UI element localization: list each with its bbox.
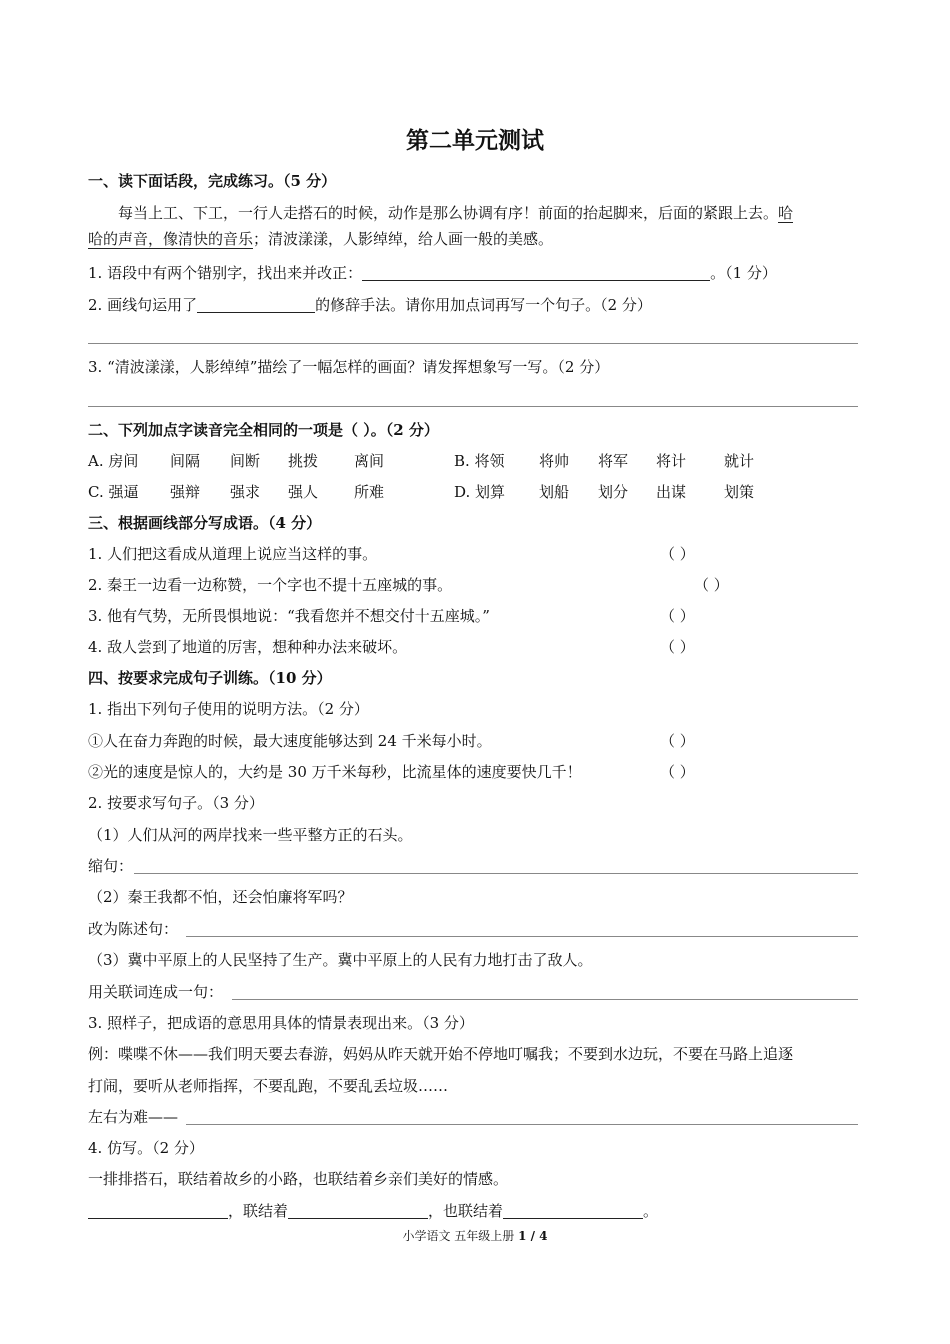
answer-blank[interactable] xyxy=(288,1202,428,1219)
question-1-1 xyxy=(88,263,777,283)
question-4-1: 1. 指出下列句子使用的说明方法。（2 分） xyxy=(88,700,369,718)
choice-word: 强人 xyxy=(288,483,319,501)
choice-word: 将帅 xyxy=(539,452,570,470)
statement-label: 改为陈述句： xyxy=(88,920,179,938)
question-1-1-score: 。（1 分） xyxy=(710,264,777,282)
question-4-1-item-1: ①人在奋力奔跑的时候，最大速度能够达到 24 千米每小时。 xyxy=(88,732,492,750)
imitation-text-a: ，联结着 xyxy=(228,1202,289,1220)
choice-word: 将军 xyxy=(598,452,629,470)
question-1-2-text-a: 2. 画线句运用了 xyxy=(88,296,198,314)
choice-word: 就计 xyxy=(724,452,755,470)
answer-blank[interactable] xyxy=(503,1202,643,1219)
question-1-1-text: 1. 语段中有两个错别字，找出来并改正： xyxy=(88,264,363,282)
answer-paren[interactable]: （ ） xyxy=(660,607,695,625)
answer-paren[interactable]: （ ） xyxy=(660,638,695,656)
answer-line[interactable] xyxy=(88,343,858,344)
passage-text-d: ；清波漾漾，人影绰绰，给人画一般的美感。 xyxy=(253,230,554,248)
shorten-label: 缩句： xyxy=(88,857,134,875)
choice-word: 划船 xyxy=(539,483,570,501)
section-1-heading: 一、读下面话段，完成练习。（5 分） xyxy=(88,172,337,190)
page-number: 1 / 4 xyxy=(518,1229,548,1243)
section-3-heading: 三、根据画线部分写成语。（4 分） xyxy=(88,514,322,532)
imitation-example: 一排排搭石，联结着故乡的小路，也联结着乡亲们美好的情感。 xyxy=(88,1170,509,1188)
answer-blank[interactable] xyxy=(88,1202,228,1219)
passage-text-a: 每当上工、下工，一行人走搭石的时候，动作是那么协调有序！前面的抬起脚来，后面的紧跟上去。 xyxy=(118,204,779,222)
question-4-3: 3. 照样子，把成语的意思用具体的情景表现出来。（3 分） xyxy=(88,1014,474,1032)
choice-c: C. 强逼 xyxy=(88,483,139,501)
choice-word: 强求 xyxy=(230,483,261,501)
example-line-2: 打闹，要听从老师指挥，不要乱跑，不要乱丢垃圾…… xyxy=(88,1077,449,1095)
question-1-2 xyxy=(88,295,652,315)
idiom-label: 左右为难—— xyxy=(88,1108,179,1126)
choice-word: 间断 xyxy=(230,452,261,470)
question-4-2-3: （3）冀中平原上的人民坚持了生产。冀中平原上的人民有力地打击了敌人。 xyxy=(88,951,593,969)
choice-word: 所难 xyxy=(354,483,385,501)
choice-word: 间隔 xyxy=(170,452,201,470)
conjunction-label: 用关联词连成一句： xyxy=(88,983,224,1001)
imitation-text-b: ，也联结着 xyxy=(428,1202,504,1220)
answer-line[interactable] xyxy=(186,1124,858,1125)
choice-word: 将计 xyxy=(656,452,687,470)
answer-paren[interactable]: （ ） xyxy=(660,763,695,781)
question-4-2-2: （2）秦王我都不怕，还会怕廉将军吗？ xyxy=(88,888,353,906)
imitation-text-c: 。 xyxy=(643,1202,659,1220)
answer-blank[interactable] xyxy=(197,296,315,313)
idiom-question-3: 3. 他有气势，无所畏惧地说：“我看您并不想交付十五座城。” xyxy=(88,607,490,625)
choice-word: 强辩 xyxy=(170,483,201,501)
question-4-2: 2. 按要求写句子。（3 分） xyxy=(88,794,264,812)
answer-blank[interactable] xyxy=(362,264,710,281)
idiom-question-4: 4. 敌人尝到了地道的厉害，想种种办法来破坏。 xyxy=(88,638,408,656)
answer-paren[interactable]: （ ） xyxy=(660,545,695,563)
page-footer xyxy=(0,1228,950,1244)
choice-word: 划分 xyxy=(598,483,629,501)
choice-d: D. 划算 xyxy=(454,483,506,501)
question-4-4: 4. 仿写。（2 分） xyxy=(88,1139,204,1157)
section-4-heading: 四、按要求完成句子训练。（10 分） xyxy=(88,669,332,687)
choice-b: B. 将领 xyxy=(454,452,505,470)
passage-line-2 xyxy=(88,229,553,249)
footer-text: 小学语文 五年级上册 xyxy=(402,1229,519,1243)
section-2-heading: 二、下列加点字读音完全相同的一项是（ ）。（2 分） xyxy=(88,421,439,439)
choice-word: 划策 xyxy=(724,483,755,501)
answer-line[interactable] xyxy=(232,999,858,1000)
choice-a: A. 房间 xyxy=(88,452,139,470)
answer-paren[interactable]: （ ） xyxy=(694,576,729,594)
answer-line[interactable] xyxy=(88,406,858,407)
choice-word: 出谋 xyxy=(656,483,687,501)
example-line-1: 例：喋喋不休——我们明天要去春游，妈妈从昨天就开始不停地叮嘱我；不要到水边玩，不要在马路上追逐 xyxy=(88,1045,794,1063)
passage-underline-start: 哈 xyxy=(778,204,794,222)
imitation-answer-row xyxy=(88,1201,658,1221)
question-1-2-text-b: 的修辞手法。请你用加点词再写一个句子。（2 分） xyxy=(315,296,652,314)
choice-word: 离间 xyxy=(354,452,385,470)
passage-line-1 xyxy=(118,203,793,223)
idiom-question-2: 2. 秦王一边看一边称赞，一个字也不提十五座城的事。 xyxy=(88,576,453,594)
question-1-3: 3. “清波漾漾，人影绰绰”描绘了一幅怎样的画面？请发挥想象写一写。（2 分） xyxy=(88,358,610,376)
passage-underlined-text: 哈的声音，像清快的音乐 xyxy=(88,230,254,248)
answer-line[interactable] xyxy=(186,936,858,937)
idiom-question-1: 1. 人们把这看成从道理上说应当这样的事。 xyxy=(88,545,378,563)
passage-underlined-sentence xyxy=(88,230,253,249)
question-4-2-1: （1）人们从河的两岸找来一些平整方正的石头。 xyxy=(88,826,413,844)
choice-word: 挑拨 xyxy=(288,452,319,470)
answer-paren[interactable]: （ ） xyxy=(660,732,695,750)
page-title: 第二单元测试 xyxy=(406,127,544,154)
answer-line[interactable] xyxy=(134,873,858,874)
question-4-1-item-2: ②光的速度是惊人的，大约是 30 万千米每秒，比流星体的速度要快几千！ xyxy=(88,763,582,781)
